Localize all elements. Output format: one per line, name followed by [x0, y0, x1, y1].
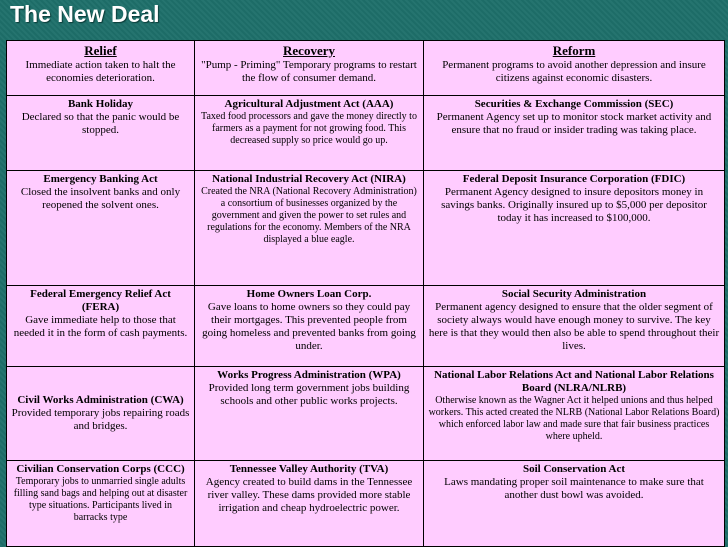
- table-cell: [424, 286, 725, 367]
- program-desc: Permanent Agency set up to monitor stock market activity and ensure that no fraud or insider trading was taking place.: [436, 111, 712, 136]
- program-name: Works Progress Administration (WPA): [217, 369, 401, 381]
- program-desc: Permanent agency designed to ensure that the older segment of society always would have enough money to survive. The key here is that they would then also be able to spend throughout their lives.: [428, 301, 720, 352]
- table-cell: [195, 96, 424, 171]
- program-name: Civil Works Administration (CWA): [17, 394, 184, 406]
- header-reform: [424, 41, 725, 96]
- program-desc: Created the NRA (National Recovery Administration) a consortium of businesses organized by the government and given the power to set rules and regulations for the economy. Members of the NRA displayed a blue eagle.: [201, 186, 417, 245]
- program-name: Social Security Administration: [501, 288, 647, 300]
- header-desc: Permanent programs to avoid another depression and insure citizens against economic disasters.: [442, 59, 706, 84]
- program-desc: Provided temporary jobs repairing roads and bridges.: [11, 407, 190, 432]
- table-cell: [195, 461, 424, 547]
- new-deal-table: [6, 40, 725, 547]
- program-name: Agricultural Adjustment Act (AAA): [224, 98, 394, 110]
- table-cell: [7, 286, 195, 367]
- table-row: [7, 461, 725, 547]
- program-desc: Permanent Agency designed to insure depositors money in savings banks. Originally insured up to $5,000 per depositor today it has increased to $100,000.: [441, 186, 707, 224]
- table-cell: [7, 171, 195, 286]
- program-name: Tennessee Valley Authority (TVA): [229, 463, 389, 475]
- table-cell: [195, 367, 424, 461]
- program-desc: Gave immediate help to those that needed it in the form of cash payments.: [13, 314, 188, 339]
- table-row: [7, 96, 725, 171]
- table-row: [7, 286, 725, 367]
- program-desc: Provided long term government jobs building schools and other public works projects.: [208, 382, 410, 407]
- program-desc: Declared so that the panic would be stopped.: [21, 111, 180, 136]
- header-desc: "Pump - Priming" Temporary programs to restart the flow of consumer demand.: [201, 59, 417, 84]
- header-name: Reform: [552, 43, 596, 58]
- program-name: Securities & Exchange Commission (SEC): [474, 98, 674, 110]
- table-cell: [7, 461, 195, 547]
- header-name: Relief: [84, 43, 117, 58]
- page-title: The New Deal: [10, 1, 160, 27]
- table-row: [7, 171, 725, 286]
- header-relief: [7, 41, 195, 96]
- table-cell: [424, 461, 725, 547]
- header-recovery: [195, 41, 424, 96]
- table-cell: [7, 96, 195, 171]
- program-desc: Otherwise known as the Wagner Act it helped unions and thus helped workers. This acted created the NLRB (National Labor Relations Board) which enforced labor law and made sure that fair business practices where upheld.: [428, 395, 720, 442]
- header-name: Recovery: [283, 43, 335, 58]
- table-cell: [195, 171, 424, 286]
- program-desc: Closed the insolvent banks and only reopened the solvent ones.: [20, 186, 181, 211]
- program-name: Federal Deposit Insurance Corporation (FDIC): [462, 173, 686, 185]
- program-desc: Temporary jobs to unmarried single adults filling sand bags and helping out at disaster type situations. Participants lived in barracks type: [13, 476, 188, 523]
- header-desc: Immediate action taken to halt the economies deterioration.: [25, 59, 176, 84]
- program-name: National Industrial Recovery Act (NIRA): [212, 173, 406, 185]
- program-name: Home Owners Loan Corp.: [246, 288, 372, 300]
- program-name: Bank Holiday: [67, 98, 134, 110]
- program-desc: Laws mandating proper soil maintenance to make sure that another dust bowl was avoided.: [444, 476, 704, 501]
- program-name: National Labor Relations Act and National Labor Relations Board (NLRA/NLRB): [434, 369, 714, 394]
- table-cell: [424, 96, 725, 171]
- program-desc: Taxed food processors and gave the money directly to farmers as a payment for not growing food. This decreased supply so price would go up.: [201, 111, 417, 146]
- program-desc: Agency created to build dams in the Tennessee river valley. These dams provided more stable irrigation and cheap hydroelectric power.: [205, 476, 413, 514]
- table-cell: [7, 367, 195, 461]
- program-desc: Gave loans to home owners so they could pay their mortgages. This prevented people from going homeless and prevented banks from going under.: [202, 301, 416, 352]
- table-cell: [424, 367, 725, 461]
- table-row: [7, 367, 725, 461]
- program-name: Soil Conservation Act: [522, 463, 626, 475]
- header-row: [7, 41, 725, 96]
- program-name: Civilian Conservation Corps (CCC): [16, 463, 185, 475]
- table-cell: [424, 171, 725, 286]
- program-name: Emergency Banking Act: [43, 173, 158, 185]
- table-cell: [195, 286, 424, 367]
- program-name: Federal Emergency Relief Act (FERA): [30, 288, 171, 313]
